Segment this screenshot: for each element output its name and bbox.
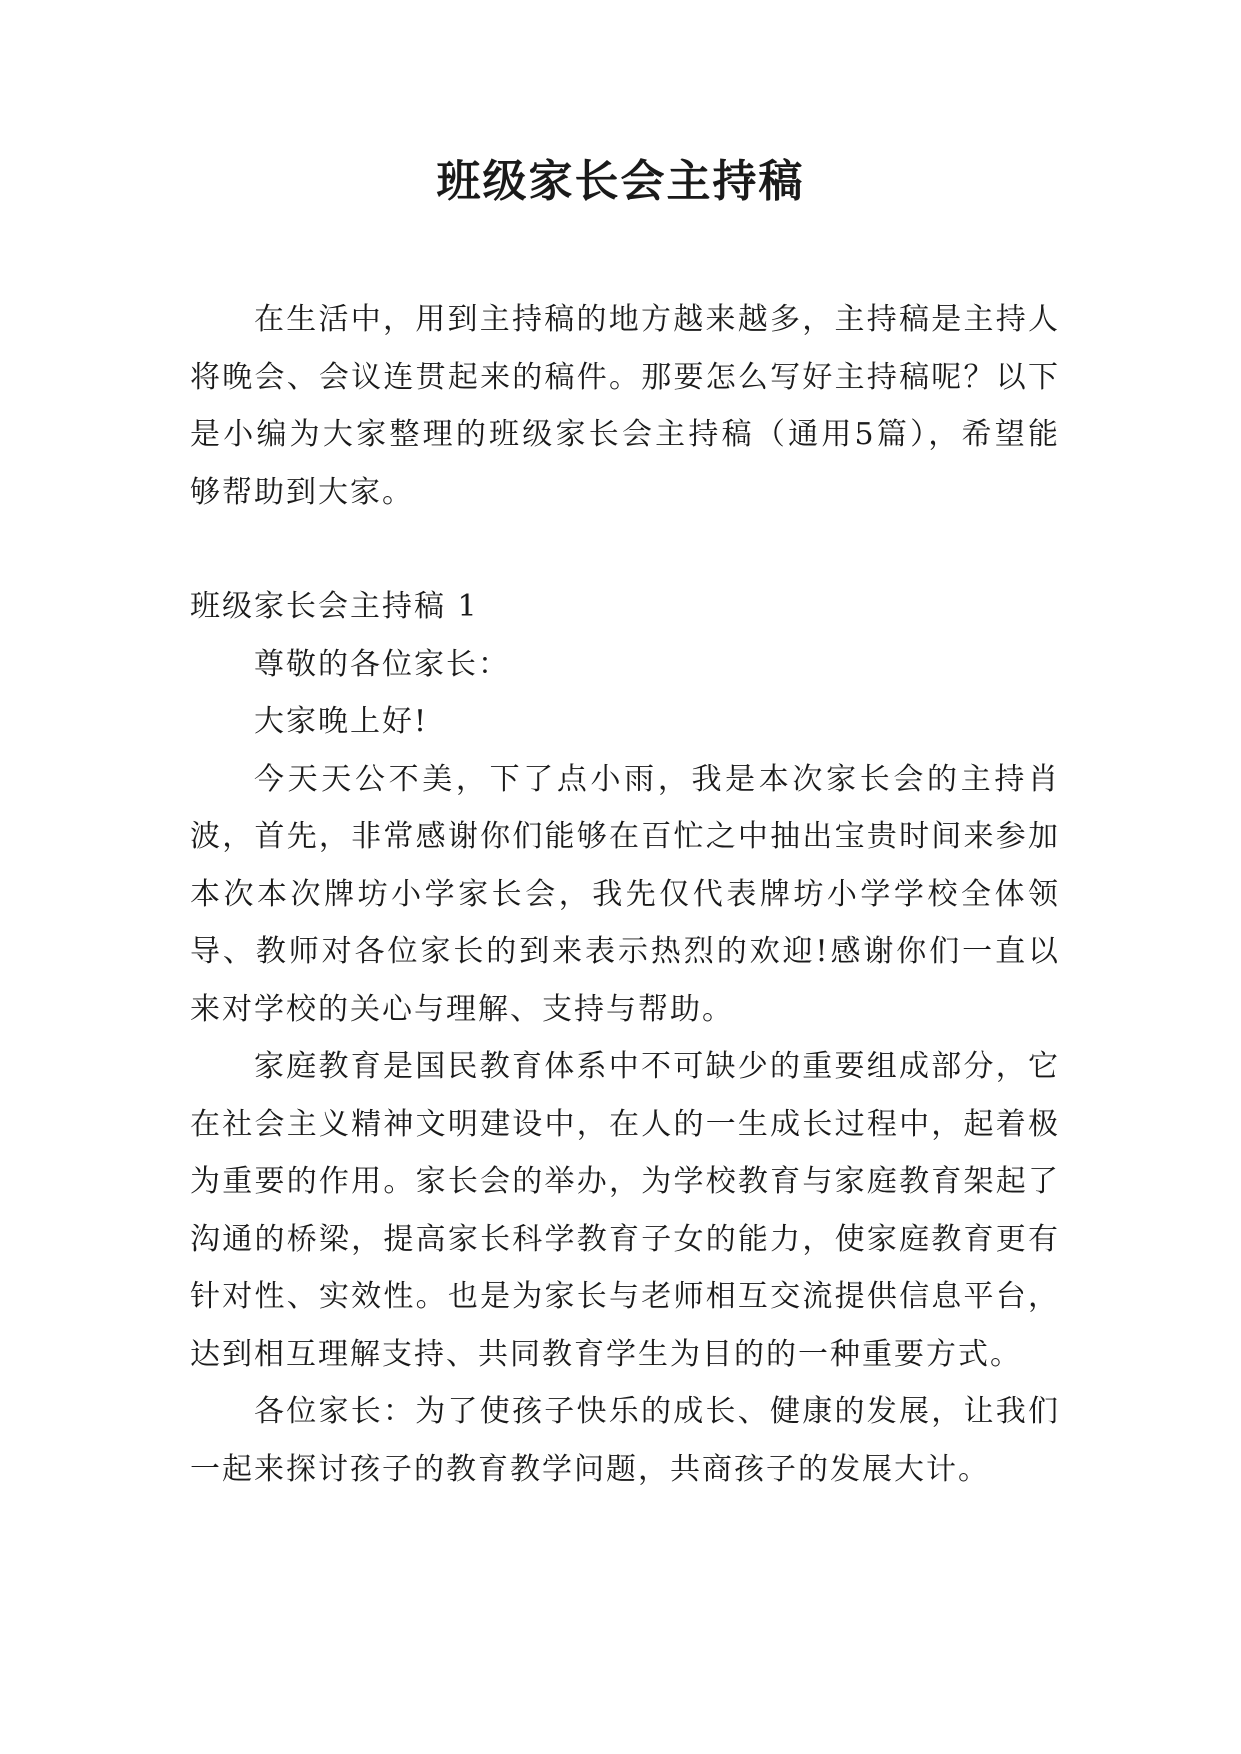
section-heading: 班级家长会主持稿 1 [190,589,479,624]
document-title: 班级家长会主持稿 [436,156,805,207]
intro-paragraph: 在生活中，用到主持稿的地方越来越多，主持稿是主持人将晚会、会议连贯起来的稿件。那要怎么写好主持稿呢？以下是小编为大家整理的班级家长会主持稿（通用5篇），希望能够帮助到大家。 [190,302,1060,510]
body-paragraph: 家庭教育是国民教育体系中不可缺少的重要组成部分，它在社会主义精神文明建设中，在人的一生成长过程中，起着极为重要的作用。家长会的举办，为学校教育与家庭教育架起了沟通的桥梁，提高家长科学教育子女的能力，使家庭教育更有针对性、实效性。也是为家长与老师相互交流提供信息平台，达到相互理解支持、共同教育学生为目的的一种重要方式。 [190,1049,1060,1372]
greeting: 大家晚上好! [254,704,429,739]
body-paragraph: 各位家长：为了使孩子快乐的成长、健康的发展，让我们一起来探讨孩子的教育教学问题，共商孩子的发展大计。 [190,1394,1060,1487]
document-body [190,291,1060,1498]
salutation: 尊敬的各位家长： [254,646,510,682]
paragraph-gap [190,521,1060,578]
body-paragraph: 今天天公不美，下了点小雨，我是本次家长会的主持肖波，首先，非常感谢你们能够在百忙之中抽出宝贵时间来参加本次本次牌坊小学家长会，我先仅代表牌坊小学学校全体领导、教师对各位家长的到来表示热烈的欢迎!感谢你们一直以来对学校的关心与理解、支持与帮助。 [190,761,1060,1027]
